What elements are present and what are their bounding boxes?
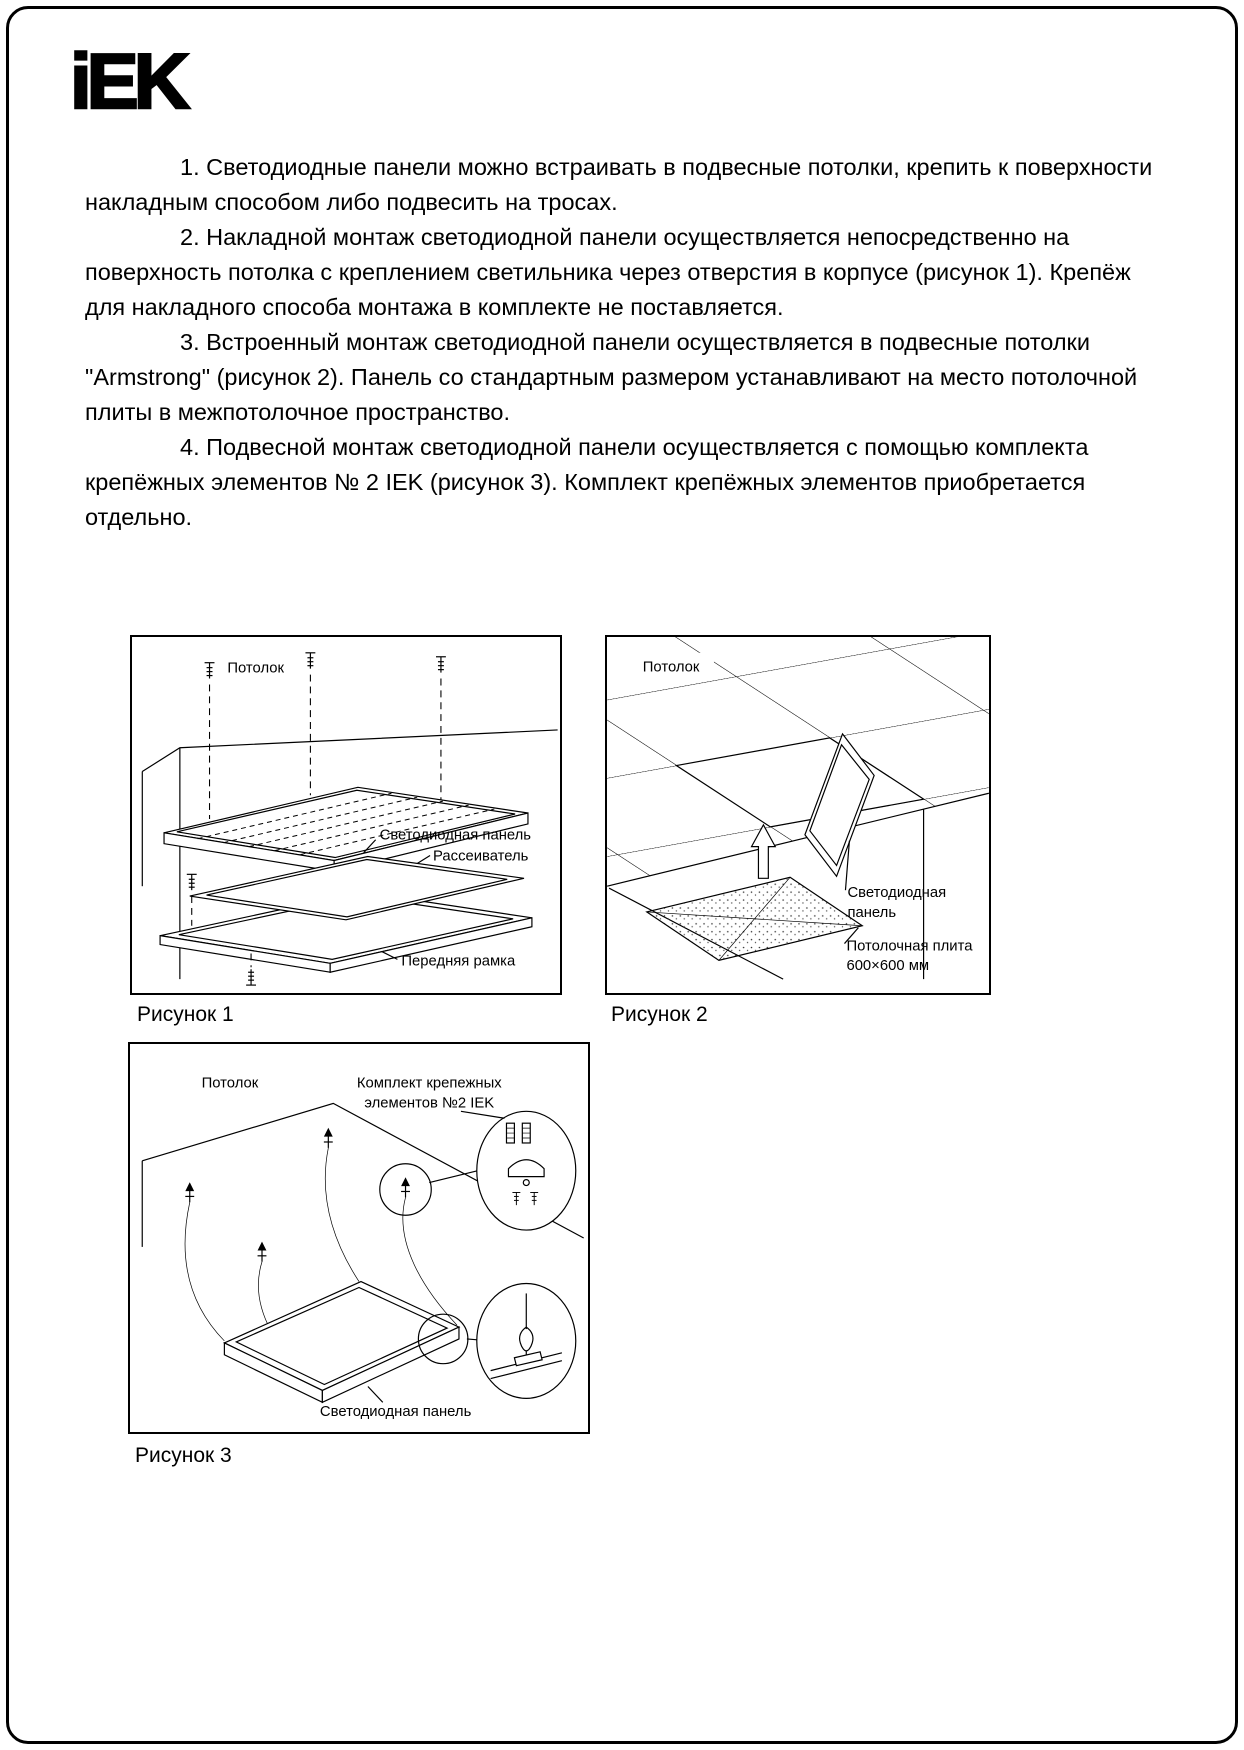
fig2-label-panel-1: Светодиодная [847,885,947,902]
fig1-label-ceiling: Потолок [227,660,285,677]
fig1-label-panel: Светодиодная панель [379,827,532,844]
fig3-label-panel: Светодиодная панель [319,1404,472,1421]
fig3-callout-top [380,1111,576,1230]
fig3-label-kit-2: элементов №2 IEK [364,1095,495,1112]
fig3-label-kit-1: Комплект крепежных [356,1075,502,1092]
figure-3 [128,1042,590,1434]
iek-logo: iEK [70,37,186,125]
fig2-ceiling-tile-drawing [647,877,863,960]
paragraph-1: 1. Светодиодные панели можно встраивать в подвесные потолки, крепить к поверхности накладным способом либо подвесить на тросах. [85,154,1153,215]
fig1-label-frame: Передняя рамка [401,953,516,970]
body-text [85,150,1163,535]
figure-2-caption: Рисунок 2 [611,1003,708,1026]
figure-2-drawing [607,637,989,993]
fig3-label-ceiling: Потолок [201,1075,259,1092]
paragraph-2: 2. Накладной монтаж светодиодной панели осуществляется непосредственно на поверхность потолка с креплением светильника через отверстия в корпусе (рисунок 1). Крепёж для накладного способа монтажа в комплекте не поставляется. [85,224,1131,320]
figure-2 [605,635,991,995]
fig2-label-tile-1: Потолочная плита [846,938,973,955]
figure-1-drawing [132,637,560,993]
figure-3-drawing [130,1044,588,1432]
fig1-label-diffuser: Рассеиватель [433,848,529,865]
fig1-top-screws [205,653,446,819]
figure-3-caption: Рисунок 3 [135,1444,232,1467]
paragraph-3: 3. Встроенный монтаж светодиодной панели осуществляется в подвесные потолки "Armstrong" (рисунок 2). Панель со стандартным размером устанавливают на место потолочной плиты в межпотолочное пространство. [85,329,1138,425]
fig2-label-ceiling: Потолок [642,659,700,676]
paragraph-4: 4. Подвесной монтаж светодиодной панели осуществляется с помощью комплекта крепёжных элементов № 2 IEK (рисунок 3). Комплект крепёжных элементов приобретается отдельно. [85,434,1089,530]
figure-1 [130,635,562,995]
figure-1-caption: Рисунок 1 [137,1003,234,1026]
fig2-label-tile-2: 600×600 мм [846,958,930,975]
fig2-label-panel-2: панель [847,904,897,921]
